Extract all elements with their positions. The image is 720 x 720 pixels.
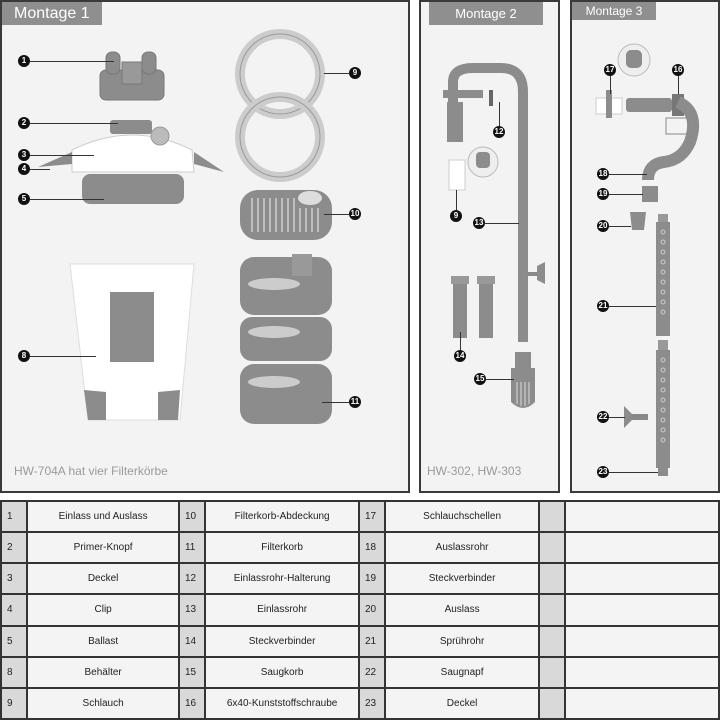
part-name xyxy=(565,657,719,688)
part-number: 20 xyxy=(359,594,385,625)
part-number: 15 xyxy=(179,657,205,688)
part-number: 1 xyxy=(1,501,27,532)
callout-4: 4 xyxy=(18,163,30,175)
part-number xyxy=(539,626,565,657)
part-name: Schlauch xyxy=(27,688,179,719)
callout-9: 9 xyxy=(349,67,361,79)
montage-3-title: Montage 3 xyxy=(572,2,656,20)
part-number: 19 xyxy=(359,563,385,594)
callout-12: 12 xyxy=(494,127,504,136)
part-number: 18 xyxy=(359,532,385,563)
table-row xyxy=(1,688,719,719)
leader-line xyxy=(322,402,349,403)
leader-line xyxy=(609,417,625,418)
part-number: 4 xyxy=(1,594,27,625)
table-row xyxy=(1,594,719,625)
part-number: 5 xyxy=(1,626,27,657)
table-row xyxy=(1,563,719,594)
callout-13: 13 xyxy=(474,218,484,227)
part-number: 16 xyxy=(179,688,205,719)
part-name: Saugnapf xyxy=(385,657,539,688)
montage-2-panel xyxy=(419,0,560,493)
montage-1-illustration xyxy=(2,2,408,491)
part-name: Auslassrohr xyxy=(385,532,539,563)
part-name: Einlassrohr xyxy=(205,594,359,625)
callout-9: 9 xyxy=(450,210,462,222)
part-number xyxy=(539,657,565,688)
leader-line xyxy=(609,472,658,473)
inlet-outlet-part xyxy=(100,52,164,100)
montage-3-illustration xyxy=(572,2,718,491)
leader-line xyxy=(609,306,656,307)
callout-14: 14 xyxy=(455,351,465,360)
part-name: 6x40-Kunststoffschraube xyxy=(205,688,359,719)
leader-line xyxy=(499,102,500,126)
callout-23: 23 xyxy=(598,467,608,476)
callout-10: 10 xyxy=(350,209,360,218)
part-name: Einlass und Auslass xyxy=(27,501,179,532)
part-name: Saugkorb xyxy=(205,657,359,688)
callout-5: 5 xyxy=(18,193,30,205)
callout-2: 2 xyxy=(18,117,30,129)
callout-21: 21 xyxy=(598,301,608,310)
leader-line xyxy=(609,194,643,195)
callout-8: 8 xyxy=(18,350,30,362)
callout-18: 18 xyxy=(598,169,608,178)
part-name: Auslass xyxy=(385,594,539,625)
callout-3: 3 xyxy=(18,149,30,161)
part-name: Deckel xyxy=(385,688,539,719)
part-number: 17 xyxy=(359,501,385,532)
part-name: Primer-Knopf xyxy=(27,532,179,563)
part-name xyxy=(565,626,719,657)
callout-19: 19 xyxy=(598,189,608,198)
part-name xyxy=(565,532,719,563)
table-row xyxy=(1,657,719,688)
part-number: 8 xyxy=(1,657,27,688)
montage-2-title: Montage 2 xyxy=(429,2,543,25)
table-row xyxy=(1,532,719,563)
leader-line xyxy=(30,155,94,156)
part-number xyxy=(539,532,565,563)
leader-line xyxy=(30,199,104,200)
part-name: Sprührohr xyxy=(385,626,539,657)
montage-1-title: Montage 1 xyxy=(2,2,102,25)
leader-line xyxy=(460,332,461,350)
table-row xyxy=(1,626,719,657)
leader-line xyxy=(30,169,50,170)
part-number xyxy=(539,594,565,625)
leader-line xyxy=(678,76,679,94)
callout-15: 15 xyxy=(475,374,485,383)
part-name xyxy=(565,688,719,719)
montage-2-caption: HW-302, HW-303 xyxy=(427,464,522,478)
part-number xyxy=(539,688,565,719)
leader-line xyxy=(30,356,96,357)
part-name: Schlauchschellen xyxy=(385,501,539,532)
leader-line xyxy=(609,174,647,175)
part-name: Steckverbinder xyxy=(205,626,359,657)
part-number: 14 xyxy=(179,626,205,657)
montage-2-illustration xyxy=(421,2,558,491)
table-row xyxy=(1,501,719,532)
part-name: Deckel xyxy=(27,563,179,594)
leader-line xyxy=(324,214,349,215)
callout-11: 11 xyxy=(350,397,360,406)
part-number: 22 xyxy=(359,657,385,688)
part-number xyxy=(539,501,565,532)
part-number: 12 xyxy=(179,563,205,594)
part-number: 11 xyxy=(179,532,205,563)
leader-line xyxy=(610,76,611,94)
callout-22: 22 xyxy=(598,412,608,421)
part-name: Clip xyxy=(27,594,179,625)
callout-1: 1 xyxy=(18,55,30,67)
part-number: 3 xyxy=(1,563,27,594)
callout-17: 17 xyxy=(605,65,615,74)
leader-line xyxy=(485,223,519,224)
leader-line xyxy=(30,123,118,124)
montage-1-caption: HW-704A hat vier Filterkörbe xyxy=(14,464,168,478)
part-name: Filterkorb xyxy=(205,532,359,563)
callout-20: 20 xyxy=(598,221,608,230)
part-number: 21 xyxy=(359,626,385,657)
part-number: 13 xyxy=(179,594,205,625)
montage-1-panel xyxy=(0,0,410,493)
part-name xyxy=(565,594,719,625)
leader-line xyxy=(30,61,114,62)
part-name: Filterkorb-Abdeckung xyxy=(205,501,359,532)
part-name: Steckverbinder xyxy=(385,563,539,594)
part-name xyxy=(565,501,719,532)
part-number: 2 xyxy=(1,532,27,563)
leader-line xyxy=(609,226,631,227)
part-name: Einlassrohr-Halterung xyxy=(205,563,359,594)
leader-line xyxy=(324,73,349,74)
part-number: 10 xyxy=(179,501,205,532)
part-name xyxy=(565,563,719,594)
leader-line xyxy=(456,190,457,210)
part-number: 9 xyxy=(1,688,27,719)
montage-3-panel xyxy=(570,0,720,493)
part-name: Ballast xyxy=(27,626,179,657)
part-number xyxy=(539,563,565,594)
callout-16: 16 xyxy=(673,65,683,74)
parts-table xyxy=(0,500,720,720)
leader-line xyxy=(486,379,514,380)
part-name: Behälter xyxy=(27,657,179,688)
part-number: 23 xyxy=(359,688,385,719)
